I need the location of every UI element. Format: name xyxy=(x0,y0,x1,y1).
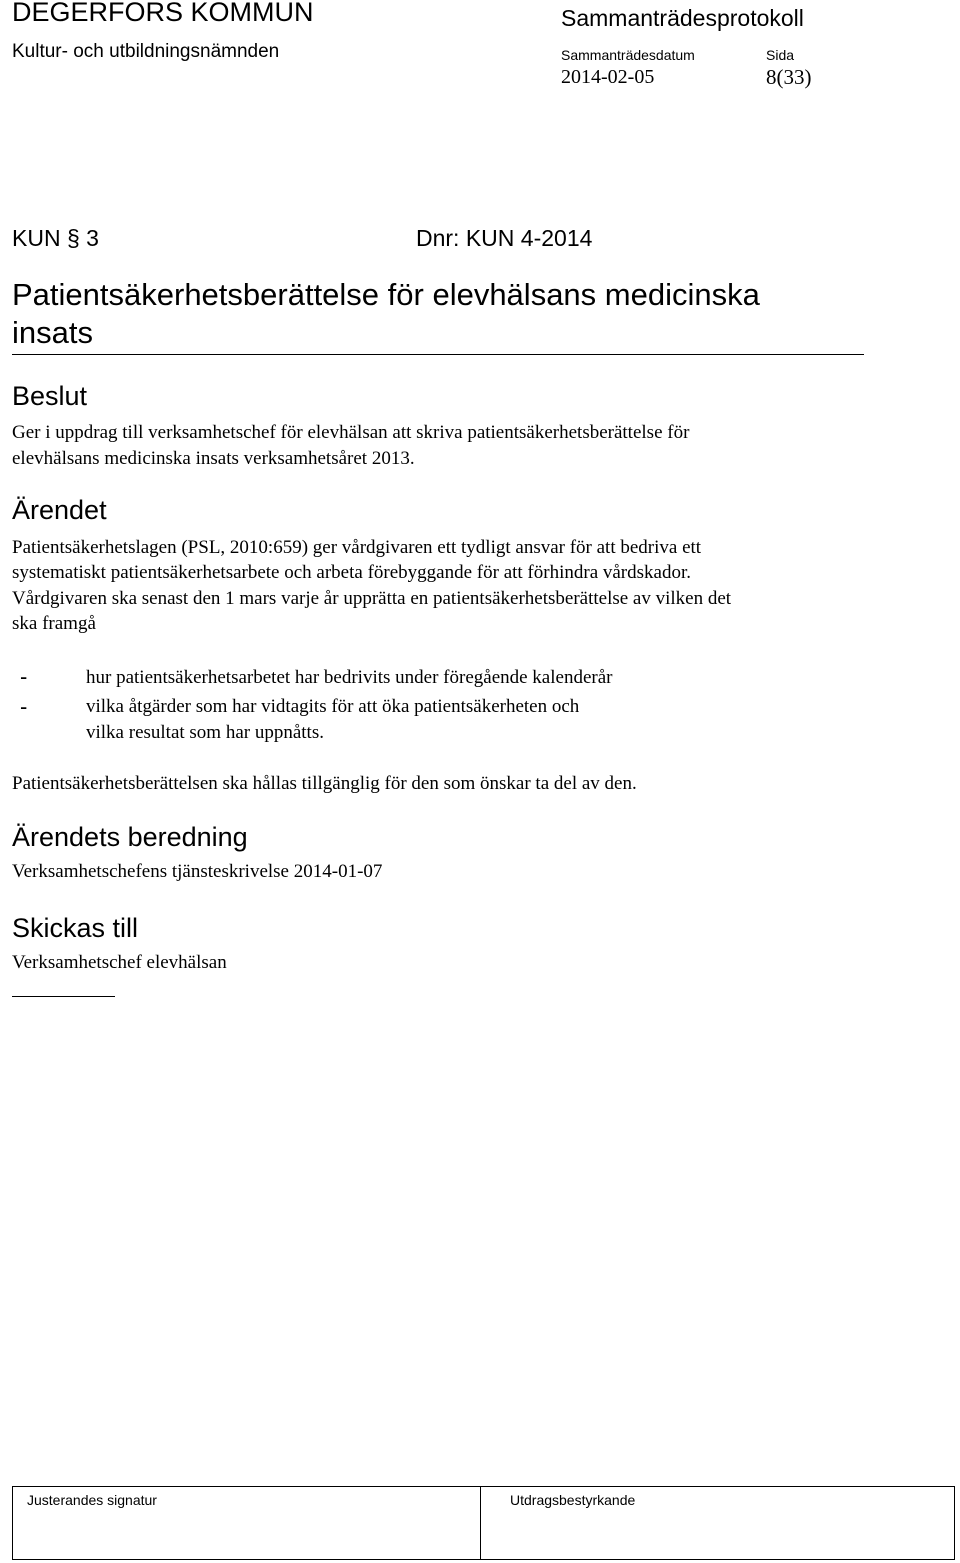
matter-text-line: Patientsäkerhetslagen (PSL, 2010:659) ger vårdgivaren ett tydligt ansvar för att bedriva ett xyxy=(12,537,702,558)
signature-divider xyxy=(480,1487,481,1559)
case-number: KUN § 3 xyxy=(12,225,99,251)
document-type: Sammanträdesprotokoll xyxy=(561,5,804,31)
meeting-date-value: 2014-02-05 xyxy=(561,66,655,88)
matter-text-line: ska framgå xyxy=(12,613,96,634)
sent-to-heading: Skickas till xyxy=(12,913,139,943)
matter-text-line: systematiskt patientsäkerhetsarbete och arbeta förebyggande för att förhindra vårdskador. xyxy=(12,562,691,583)
adjuster-signature-label: Justerandes signatur xyxy=(27,1492,157,1508)
end-rule xyxy=(12,996,115,997)
committee-name: Kultur- och utbildningsnämnden xyxy=(12,41,280,62)
case-title-line: Patientsäkerhetsberättelse för elevhälsans medicinska xyxy=(12,277,760,312)
case-title xyxy=(12,276,864,355)
organization-name: DEGERFORS KOMMUN xyxy=(12,0,314,27)
meeting-date-label: Sammanträdesdatum xyxy=(561,47,695,63)
matter-closing-text: Patientsäkerhetsberättelsen ska hållas tillgänglig för den som önskar ta del av den. xyxy=(12,773,637,794)
decision-text-line: elevhälsans medicinska insats verksamhetsåret 2013. xyxy=(12,448,415,469)
bullet-item-text: hur patientsäkerhetsarbetet har bedrivits under föregående kalenderår xyxy=(86,667,613,688)
page-label: Sida xyxy=(766,47,795,63)
bullet-item-text: vilka resultat som har uppnåtts. xyxy=(86,722,324,743)
decision-text-line: Ger i uppdrag till verksamhetschef för elevhälsan att skriva patientsäkerhetsberättelse för xyxy=(12,422,690,443)
preparation-heading: Ärendets beredning xyxy=(12,822,248,852)
matter-text-line: Vårdgivaren ska senast den 1 mars varje år upprätta en patientsäkerhetsberättelse av vilken det xyxy=(12,588,732,609)
page-number: 8(33) xyxy=(766,65,812,89)
case-title-line: insats xyxy=(12,315,93,350)
sent-to-text: Verksamhetschef elevhälsan xyxy=(12,952,227,973)
bullet-item-text: vilka åtgärder som har vidtagits för att öka patientsäkerheten och xyxy=(86,696,580,717)
extract-certification-label: Utdragsbestyrkande xyxy=(510,1492,636,1508)
diary-number: Dnr: KUN 4-2014 xyxy=(416,225,593,251)
signature-box xyxy=(12,1486,955,1560)
bullet-marker: - xyxy=(20,694,28,719)
bullet-marker: - xyxy=(20,664,28,689)
preparation-text: Verksamhetschefens tjänsteskrivelse 2014-01-07 xyxy=(12,861,383,882)
matter-heading: Ärendet xyxy=(12,495,107,525)
decision-heading: Beslut xyxy=(12,381,88,411)
